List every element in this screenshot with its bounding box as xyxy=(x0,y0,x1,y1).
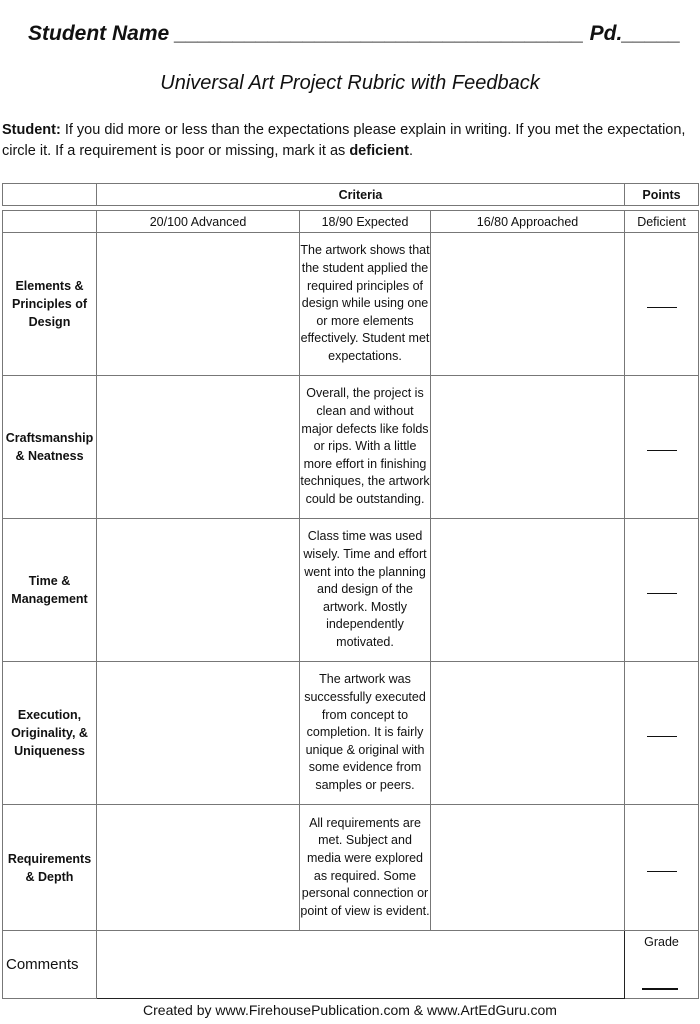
level-deficient: Deficient xyxy=(625,211,699,233)
expected-description: Class time was used wisely. Time and effort went into the planning and design of the artwork. Mostly independently motivated. xyxy=(300,519,431,662)
rubric-row xyxy=(3,662,699,805)
row-label: Requirements & Depth xyxy=(3,805,97,931)
advanced-feedback-cell[interactable] xyxy=(97,376,300,519)
row-label: Elements & Principles of Design xyxy=(3,233,97,376)
level-corner-cell xyxy=(3,211,97,233)
score-blank xyxy=(647,592,677,594)
grade-label: Grade xyxy=(644,935,679,949)
approached-feedback-cell[interactable] xyxy=(431,519,625,662)
instructions-end: . xyxy=(408,143,413,159)
rubric-row xyxy=(3,376,699,519)
advanced-feedback-cell[interactable] xyxy=(97,233,300,376)
rubric-row xyxy=(3,519,699,662)
advanced-feedback-cell[interactable] xyxy=(97,805,300,931)
score-blank xyxy=(647,449,677,451)
rubric-row xyxy=(3,233,699,376)
approached-feedback-cell[interactable] xyxy=(431,376,625,519)
instructions-text: If you did more or less than the expectations please explain in writing. If you met the expectation, circle it. If a requirement is poor or missing, mark it as xyxy=(2,122,686,159)
points-cell[interactable] xyxy=(625,233,699,376)
criteria-header: Criteria xyxy=(97,184,625,206)
expected-description: The artwork was successfully executed from concept to completion. It is fairly unique & original with some evidence from samples or peers. xyxy=(300,662,431,805)
score-blank xyxy=(647,735,677,737)
rubric-row xyxy=(3,805,699,931)
expected-description: The artwork shows that the student applied the required principles of design while using one or more elements effectively. Student met expectations. xyxy=(300,233,431,376)
student-name-line: Student Name ___________________________________ Pd._____ xyxy=(28,22,681,45)
instructions-emphasis: deficient xyxy=(349,143,409,159)
level-advanced: 20/100 Advanced xyxy=(97,211,300,233)
row-label: Execution, Originality, & Uniqueness xyxy=(3,662,97,805)
page-title: Universal Art Project Rubric with Feedback xyxy=(160,72,540,94)
grade-cell[interactable] xyxy=(625,931,699,999)
grade-blank xyxy=(642,988,678,990)
expected-description: Overall, the project is clean and without major defects like folds or rips. With a little more effort in finishing techniques, the artwork could be outstanding. xyxy=(300,376,431,519)
instructions-lead: Student: xyxy=(2,122,61,138)
score-blank xyxy=(647,306,677,308)
level-expected: 18/90 Expected xyxy=(300,211,431,233)
comments-box[interactable] xyxy=(97,931,625,999)
points-cell[interactable] xyxy=(625,519,699,662)
comments-label: Comments xyxy=(3,931,97,999)
approached-feedback-cell[interactable] xyxy=(431,233,625,376)
corner-cell xyxy=(3,184,97,206)
expected-description: All requirements are met. Subject and media were explored as required. Some personal connection or point of view is evident. xyxy=(300,805,431,931)
advanced-feedback-cell[interactable] xyxy=(97,519,300,662)
approached-feedback-cell[interactable] xyxy=(431,662,625,805)
points-cell[interactable] xyxy=(625,376,699,519)
rubric-table xyxy=(2,183,699,999)
row-label: Time & Management xyxy=(3,519,97,662)
row-label: Craftsmanship & Neatness xyxy=(3,376,97,519)
advanced-feedback-cell[interactable] xyxy=(97,662,300,805)
approached-feedback-cell[interactable] xyxy=(431,805,625,931)
points-cell[interactable] xyxy=(625,662,699,805)
score-blank xyxy=(647,870,677,872)
level-approached: 16/80 Approached xyxy=(431,211,625,233)
instructions-paragraph xyxy=(2,120,694,162)
points-cell[interactable] xyxy=(625,805,699,931)
points-header: Points xyxy=(625,184,699,206)
footer-credit: Created by www.FirehousePublication.com & www.ArtEdGuru.com xyxy=(143,1002,557,1018)
